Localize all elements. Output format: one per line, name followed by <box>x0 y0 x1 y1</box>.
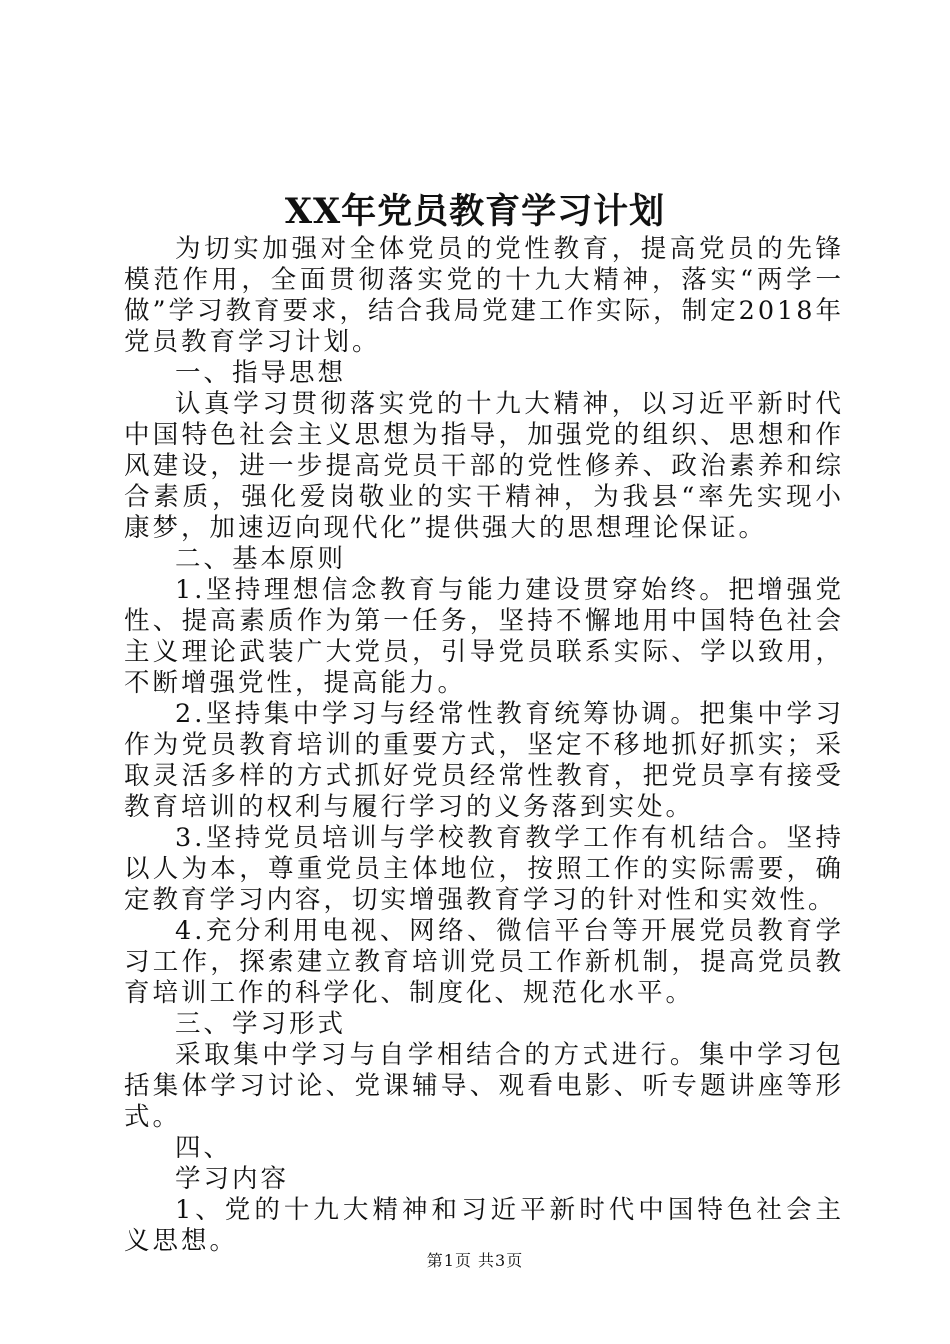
section-heading: 三、学习形式 <box>175 1009 347 1039</box>
page-footer: 第1页 共3页 <box>426 1251 524 1270</box>
document-body <box>124 234 844 1257</box>
section-heading: 四、 <box>175 1133 233 1163</box>
body-paragraph: 2.坚持集中学习与经常性教育统筹协调。把集中学习作为党员教育培训的重要方式，坚定不移地抓好抓实；采取灵活多样的方式抓好党员经常性教育，把党员享有接受教育培训的权利与履行学习的义务落到实处。 <box>124 699 844 822</box>
body-paragraph: 1、党的十九大精神和习近平新时代中国特色社会主义思想。 <box>124 1195 844 1256</box>
body-paragraph: 1.坚持理想信念教育与能力建设贯穿始终。把增强党性、提高素质作为第一任务，坚持不懈地用中国特色社会主义理论武装广大党员，引导党员联系实际、学以致用，不断增强党性，提高能力。 <box>124 575 844 698</box>
section-heading: 学习内容 <box>175 1164 290 1194</box>
intro-paragraph: 为切实加强对全体党员的党性教育，提高党员的先锋模范作用，全面贯彻落实党的十九大精神，落实“两学一做”学习教育要求，结合我局党建工作实际，制定2018年党员教育学习计划。 <box>124 234 844 357</box>
body-paragraph: 4.充分利用电视、网络、微信平台等开展党员教育学习工作，探索建立教育培训党员工作新机制，提高党员教育培训工作的科学化、制度化、规范化水平。 <box>124 916 844 1008</box>
section-heading: 一、指导思想 <box>175 358 347 388</box>
document-title: XX年党员教育学习计划 <box>284 191 666 232</box>
body-paragraph: 认真学习贯彻落实党的十九大精神，以习近平新时代中国特色社会主义思想为指导，加强党的组织、思想和作风建设，进一步提高党员干部的党性修养、政治素养和综合素质，强化爱岗敬业的实干精神，为我县“率先实现小康梦，加速迈向现代化”提供强大的思想理论保证。 <box>124 389 844 543</box>
section-heading: 二、基本原则 <box>175 544 347 574</box>
body-paragraph: 采取集中学习与自学相结合的方式进行。集中学习包括集体学习讨论、党课辅导、观看电影、听专题讲座等形式。 <box>124 1040 844 1132</box>
body-paragraph: 3.坚持党员培训与学校教育教学工作有机结合。坚持以人为本，尊重党员主体地位，按照工作的实际需要，确定教育学习内容，切实增强教育学习的针对性和实效性。 <box>124 823 844 915</box>
